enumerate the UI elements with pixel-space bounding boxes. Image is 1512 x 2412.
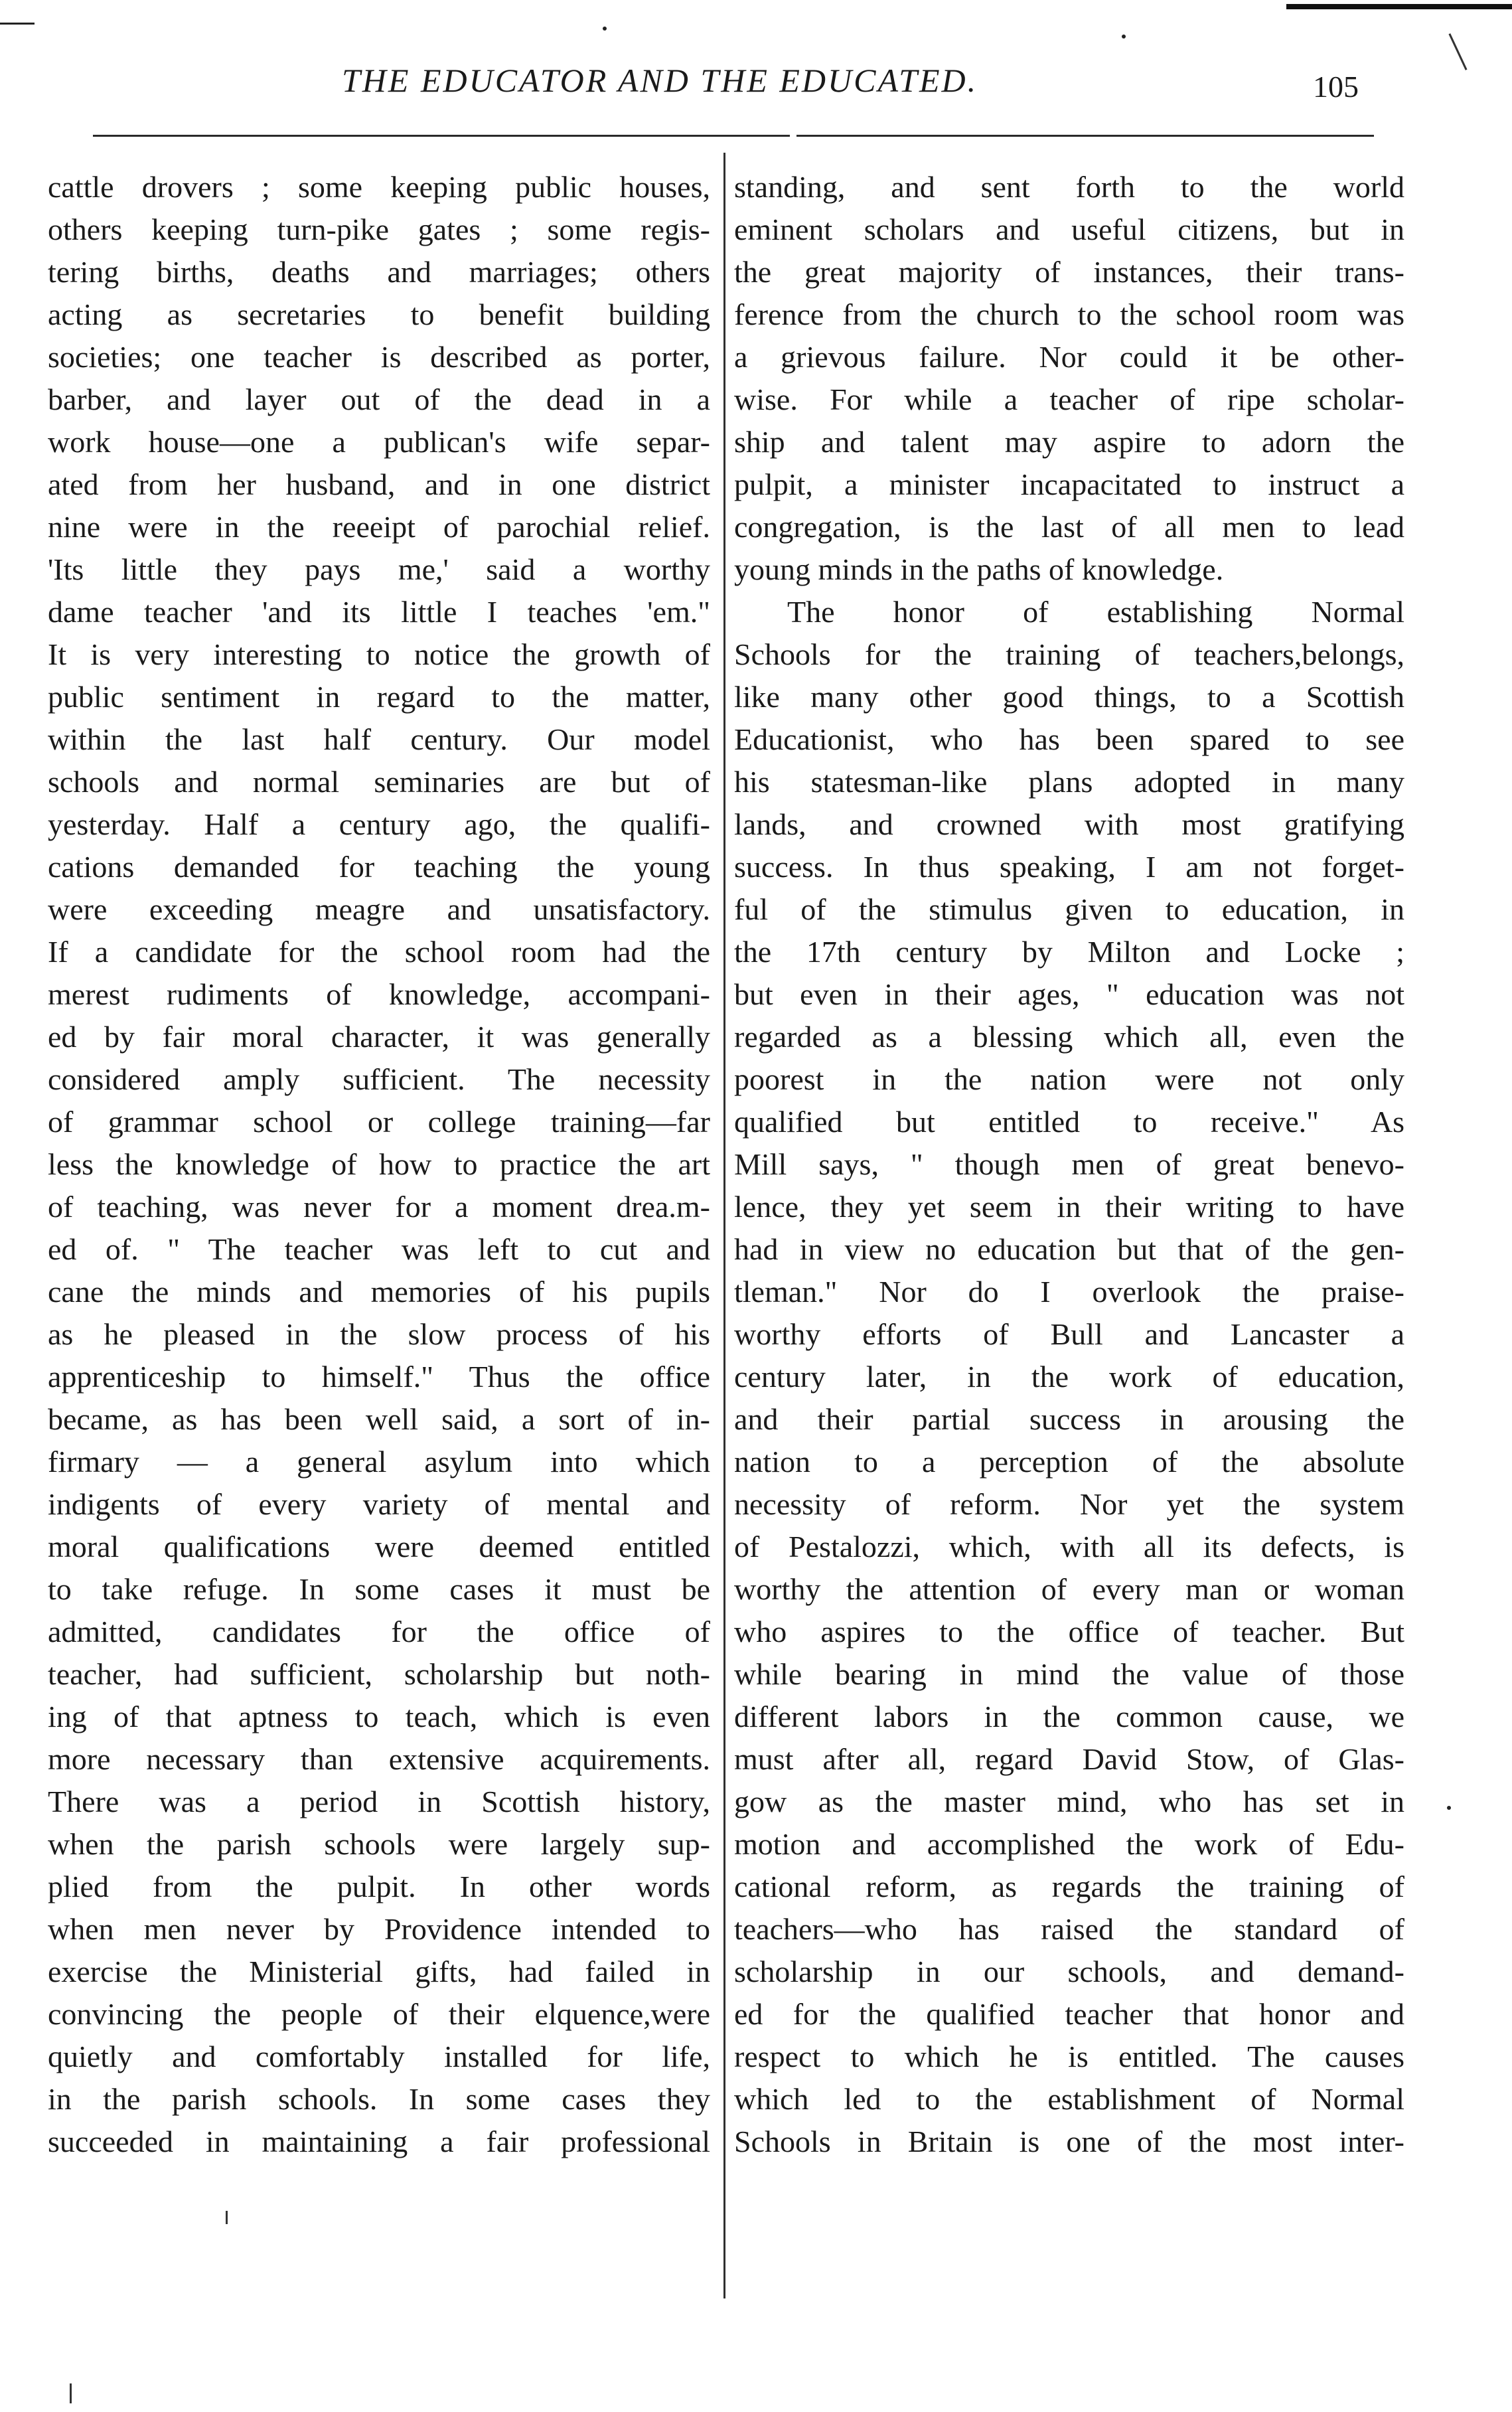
text-line: regarded as a blessing which all, even the xyxy=(734,1020,1404,1054)
text-line: gow as the master mind, who has set in xyxy=(734,1785,1404,1818)
text-line: standing, and sent forth to the world xyxy=(734,170,1404,204)
print-speck xyxy=(226,2211,228,2224)
text-line: respect to which he is entitled. The causes xyxy=(734,2040,1404,2073)
print-speck xyxy=(1122,35,1126,39)
column-divider xyxy=(723,153,725,2298)
text-line: his statesman-like plans adopted in many xyxy=(734,765,1404,799)
text-line: teacher, had sufficient, scholarship but noth- xyxy=(48,1657,710,1691)
text-line: ed by fair moral character, it was generally xyxy=(48,1020,710,1054)
bottom-edge-mark xyxy=(70,2383,72,2403)
text-line: were exceeding meagre and unsatisfactory. xyxy=(48,892,710,926)
text-line: moral qualifications were deemed entitled xyxy=(48,1530,710,1564)
text-line: firmary — a general asylum into which xyxy=(48,1445,710,1479)
text-line: like many other good things, to a Scottish xyxy=(734,680,1404,714)
left-column xyxy=(48,166,710,2163)
text-line: which led to the establishment of Normal xyxy=(734,2082,1404,2116)
text-line: merest rudiments of knowledge, accompani- xyxy=(48,977,710,1011)
text-line: century later, in the work of education, xyxy=(734,1360,1404,1394)
text-line: when men never by Providence intended to xyxy=(48,1912,710,1946)
text-line: succeeded in maintaining a fair professional xyxy=(48,2125,710,2158)
header-rule-right xyxy=(796,135,1374,137)
text-line: tleman." Nor do I overlook the praise- xyxy=(734,1275,1404,1309)
text-line: within the last half century. Our model xyxy=(48,722,710,756)
text-line: admitted, candidates for the office of xyxy=(48,1615,710,1648)
text-line: lence, they yet seem in their writing to have xyxy=(734,1190,1404,1224)
text-line: The honor of establishing Normal xyxy=(787,595,1404,629)
text-line: wise. For while a teacher of ripe scholar- xyxy=(734,382,1404,416)
text-line: of teaching, was never for a moment drea.m- xyxy=(48,1190,710,1224)
text-line: had in view no education but that of the gen- xyxy=(734,1232,1404,1266)
text-line: worthy the attention of every man or woman xyxy=(734,1572,1404,1606)
text-line: There was a period in Scottish history, xyxy=(48,1785,710,1818)
text-line: acting as secretaries to benefit building xyxy=(48,297,710,331)
text-line: nine were in the reeeipt of parochial relief. xyxy=(48,510,710,544)
text-line: work house—one a publican's wife separ- xyxy=(48,425,710,459)
text-line: who aspires to the office of teacher. But xyxy=(734,1615,1404,1648)
text-line: indigents of every variety of mental and xyxy=(48,1487,710,1521)
print-speck xyxy=(1448,33,1467,70)
text-line: Educationist, who has been spared to see xyxy=(734,722,1404,756)
text-line: while bearing in mind the value of those xyxy=(734,1657,1404,1691)
text-line: ed of. " The teacher was left to cut and xyxy=(48,1232,710,1266)
text-line: and their partial success in arousing the xyxy=(734,1402,1404,1436)
text-line: as he pleased in the slow process of his xyxy=(48,1317,710,1351)
text-line: cations demanded for teaching the young xyxy=(48,850,710,884)
text-line: others keeping turn-pike gates ; some regis- xyxy=(48,212,710,246)
text-line: cane the minds and memories of his pupils xyxy=(48,1275,710,1309)
text-line: ful of the stimulus given to education, in xyxy=(734,892,1404,926)
text-line: ship and talent may aspire to adorn the xyxy=(734,425,1404,459)
text-line: became, as has been well said, a sort of in- xyxy=(48,1402,710,1436)
text-line: considered amply sufficient. The necessity xyxy=(48,1062,710,1096)
top-left-edge-mark xyxy=(0,23,35,25)
text-line: of grammar school or college training—far xyxy=(48,1105,710,1139)
text-line: must after all, regard David Stow, of Glas- xyxy=(734,1742,1404,1776)
text-line: more necessary than extensive acquirements. xyxy=(48,1742,710,1776)
text-line: yesterday. Half a century ago, the qualifi- xyxy=(48,807,710,841)
text-line: less the knowledge of how to practice the art xyxy=(48,1147,710,1181)
text-line: lands, and crowned with most gratifying xyxy=(734,807,1404,841)
text-line: dame teacher 'and its little I teaches 'em." xyxy=(48,595,710,629)
text-line: but even in their ages, " education was not xyxy=(734,977,1404,1011)
text-line: when the parish schools were largely sup- xyxy=(48,1827,710,1861)
text-line: worthy efforts of Bull and Lancaster a xyxy=(734,1317,1404,1351)
text-line: 'Its little they pays me,' said a worthy xyxy=(48,552,710,586)
print-speck xyxy=(1447,1806,1451,1810)
text-line: the 17th century by Milton and Locke ; xyxy=(734,935,1404,969)
text-line: nation to a perception of the absolute xyxy=(734,1445,1404,1479)
text-line: scholarship in our schools, and demand- xyxy=(734,1955,1404,1988)
text-line: If a candidate for the school room had the xyxy=(48,935,710,969)
text-line: Schools in Britain is one of the most inter- xyxy=(734,2125,1404,2158)
text-line: ing of that aptness to teach, which is even xyxy=(48,1700,710,1733)
text-line: poorest in the nation were not only xyxy=(734,1062,1404,1096)
text-line: barber, and layer out of the dead in a xyxy=(48,382,710,416)
page-number: 105 xyxy=(1313,70,1359,104)
text-line: Mill says, " though men of great benevo- xyxy=(734,1147,1404,1181)
text-line: eminent scholars and useful citizens, but in xyxy=(734,212,1404,246)
text-line: It is very interesting to notice the growth of xyxy=(48,637,710,671)
text-line: qualified but entitled to receive." As xyxy=(734,1105,1404,1139)
text-line: success. In thus speaking, I am not forget- xyxy=(734,850,1404,884)
text-line: societies; one teacher is described as porter, xyxy=(48,340,710,374)
text-line: public sentiment in regard to the matter, xyxy=(48,680,710,714)
text-line: to take refuge. In some cases it must be xyxy=(48,1572,710,1606)
text-line: ference from the church to the school room was xyxy=(734,297,1404,331)
top-right-edge-mark xyxy=(1286,4,1512,9)
text-line: teachers—who has raised the standard of xyxy=(734,1912,1404,1946)
text-line: of Pestalozzi, which, with all its defects, is xyxy=(734,1530,1404,1564)
text-line: in the parish schools. In some cases they xyxy=(48,2082,710,2116)
text-line: the great majority of instances, their trans- xyxy=(734,255,1404,289)
text-line: ed for the qualified teacher that honor and xyxy=(734,1997,1404,2031)
text-line: young minds in the paths of knowledge. xyxy=(734,552,1224,586)
text-line: apprenticeship to himself." Thus the office xyxy=(48,1360,710,1394)
text-line: different labors in the common cause, we xyxy=(734,1700,1404,1733)
text-line: quietly and comfortably installed for life, xyxy=(48,2040,710,2073)
running-title: THE EDUCATOR AND THE EDUCATED. xyxy=(342,62,978,99)
text-line: a grievous failure. Nor could it be other- xyxy=(734,340,1404,374)
text-line: plied from the pulpit. In other words xyxy=(48,1870,710,1903)
text-line: cattle drovers ; some keeping public houses, xyxy=(48,170,710,204)
text-line: Schools for the training of teachers,belongs, xyxy=(734,637,1404,671)
text-line: cational reform, as regards the training of xyxy=(734,1870,1404,1903)
text-line: pulpit, a minister incapacitated to instruct a xyxy=(734,467,1404,501)
print-speck xyxy=(603,27,607,31)
header-rule-left xyxy=(93,135,790,137)
text-line: tering births, deaths and marriages; others xyxy=(48,255,710,289)
text-line: convincing the people of their elquence,were xyxy=(48,1997,710,2031)
text-line: schools and normal seminaries are but of xyxy=(48,765,710,799)
text-line: exercise the Ministerial gifts, had failed in xyxy=(48,1955,710,1988)
text-line: congregation, is the last of all men to lead xyxy=(734,510,1404,544)
text-line: necessity of reform. Nor yet the system xyxy=(734,1487,1404,1521)
text-line: motion and accomplished the work of Edu- xyxy=(734,1827,1404,1861)
right-column xyxy=(734,166,1404,2163)
text-line: ated from her husband, and in one district xyxy=(48,467,710,501)
